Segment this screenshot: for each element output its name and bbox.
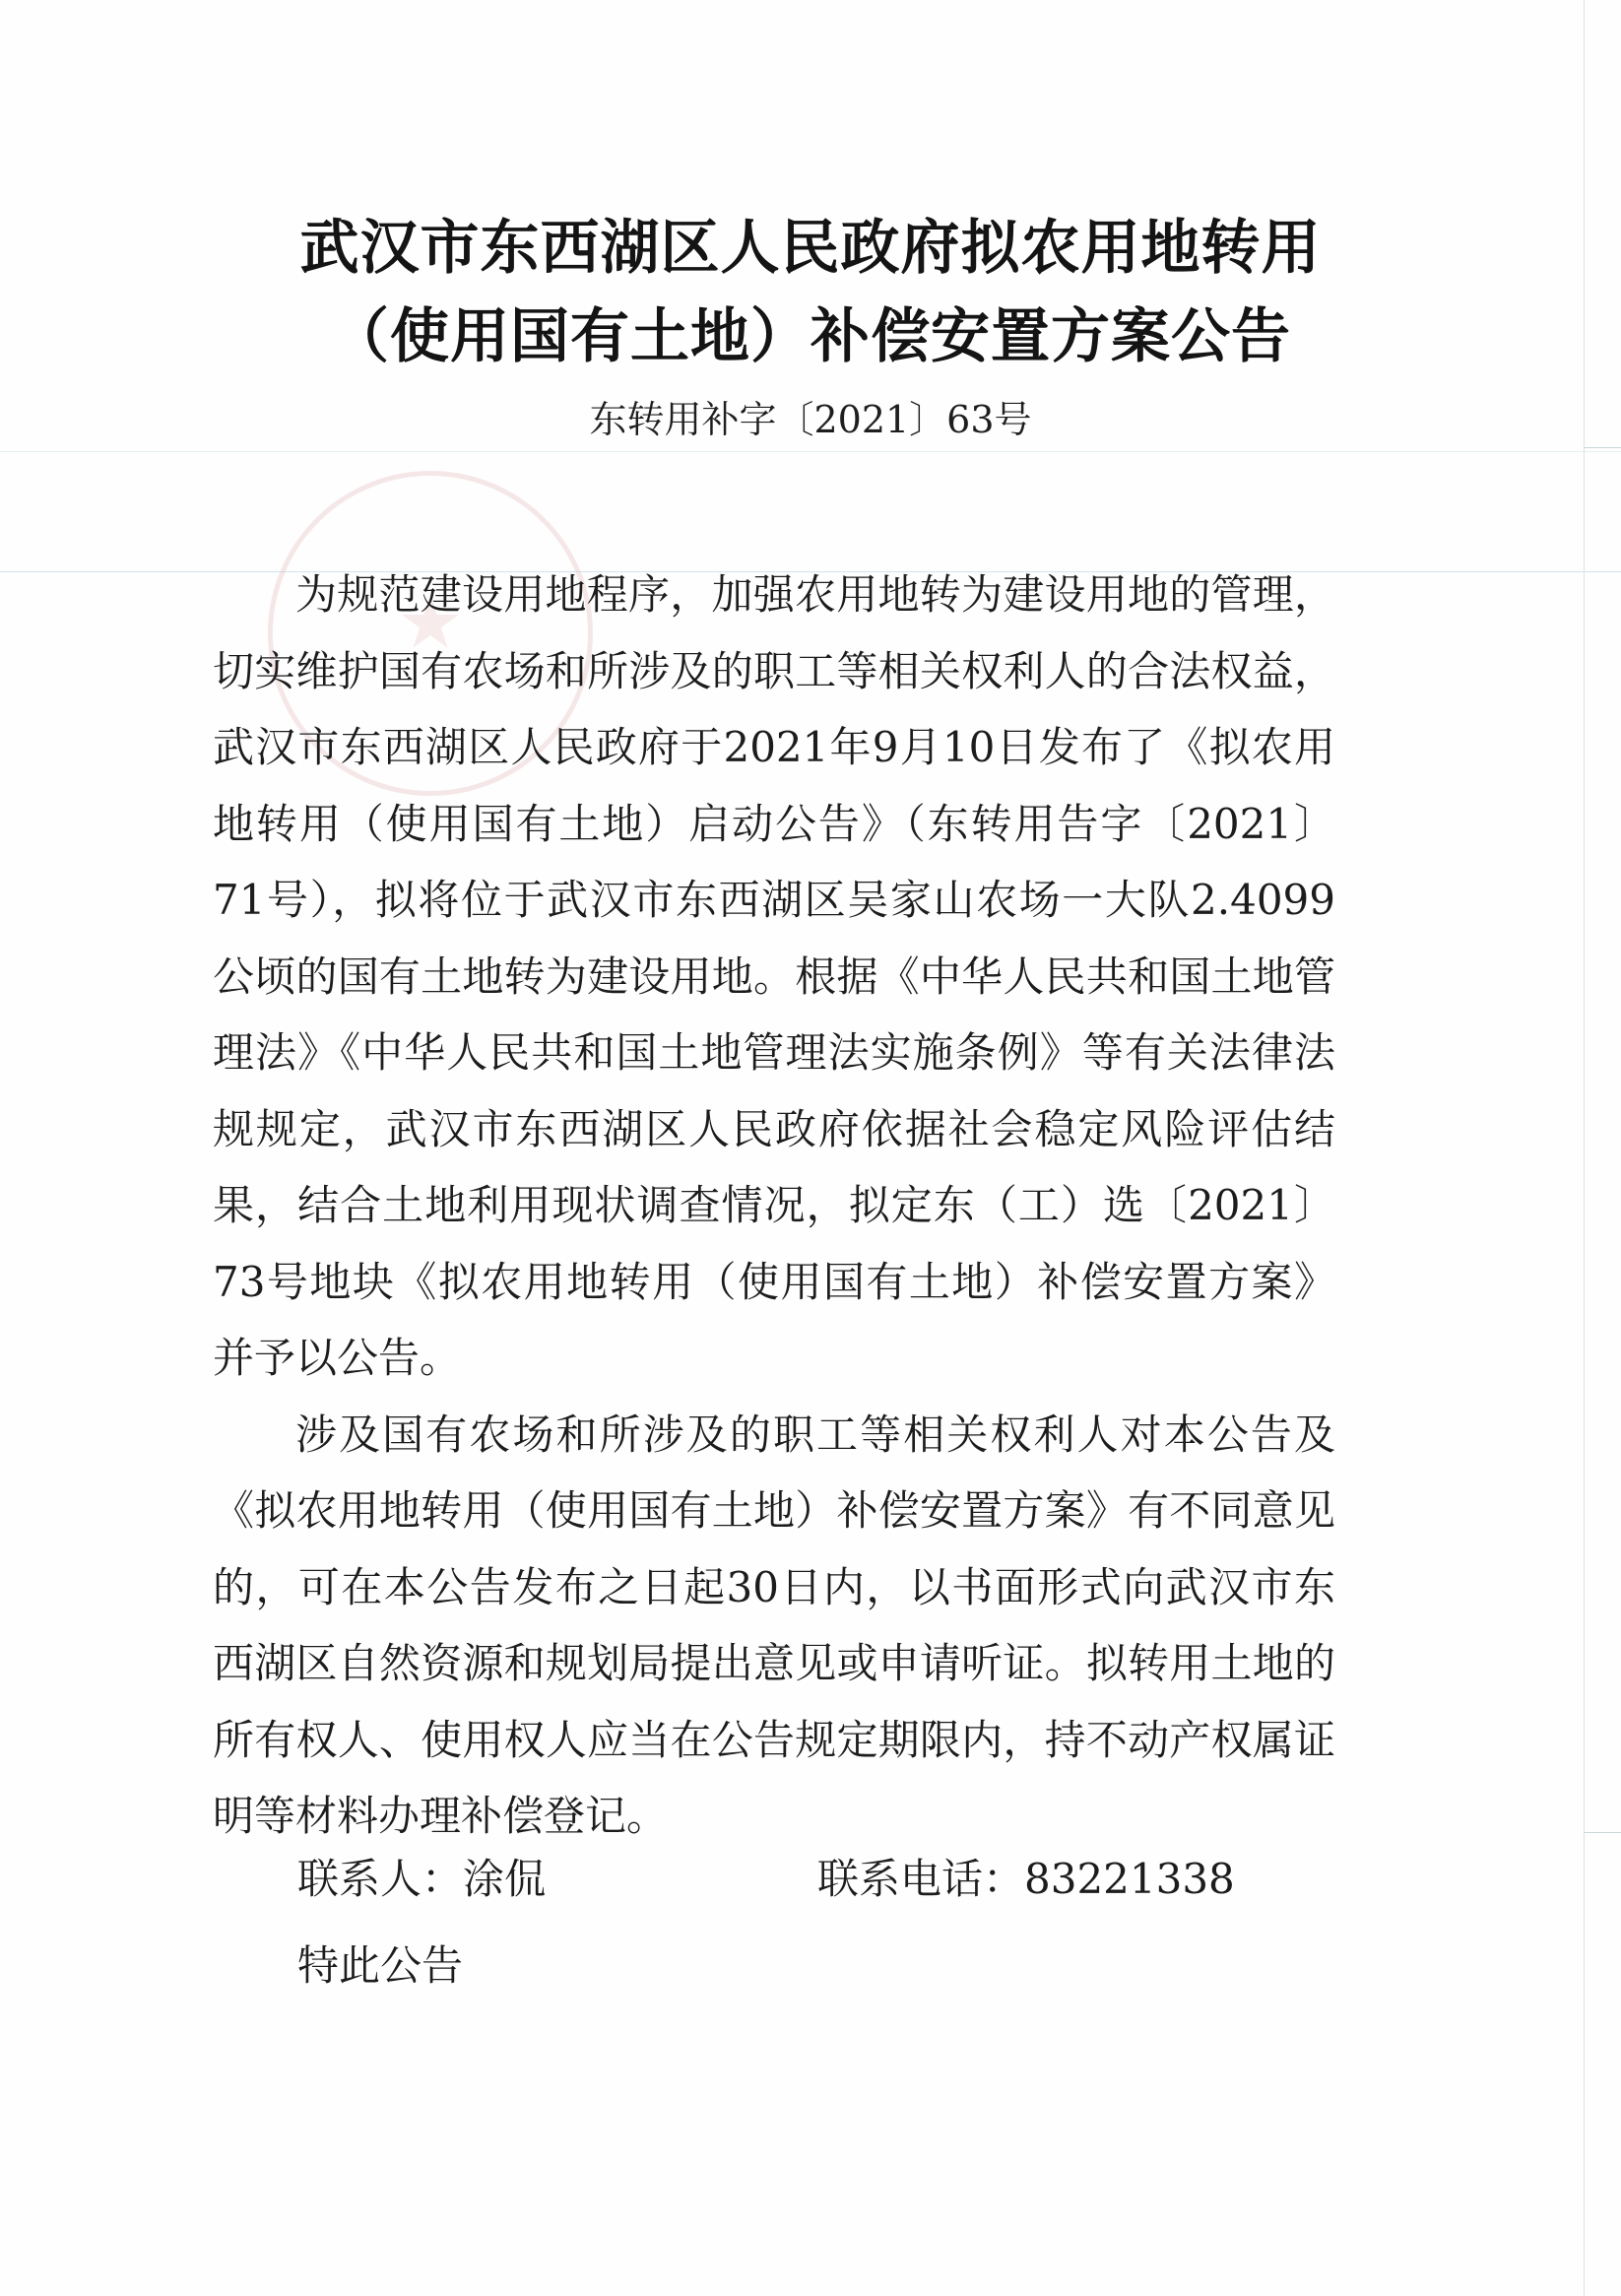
- contact-person: 联系人：涂侃: [297, 1855, 547, 1903]
- document-number: 东转用补字〔2021〕63号: [589, 398, 1032, 441]
- scan-guide-line: [0, 451, 1621, 452]
- body-paragraph-2: 涉及国有农场和所涉及的职工等相关权利人对本公告及《拟农用地转用（使用国有土地）补偿安置方案》有不同意见的，可在本公告发布之日起30日内，以书面形式向武汉市东西湖区自然资源和规划局提出意见或申请听证。拟转用土地的所有权人、使用权人应当在公告规定期限内，持不动产权属证明等材料办理补偿登记。: [213, 1410, 1335, 1840]
- body-paragraph-1: 为规范建设用地程序，加强农用地转为建设用地的管理，切实维护国有农场和所涉及的职工等相关权利人的合法权益，武汉市东西湖区人民政府于2021年9月10日发布了《拟农用地转用（使用国有土地）启动公告》（东转用告字〔2021〕71号），拟将位于武汉市东西湖区吴家山农场一大队2.4099公顷的国有土地转为建设用地。根据《中华人民共和国土地管理法》《中华人民共和国土地管理法实施条例》等有关法律法规规定，武汉市东西湖区人民政府依据社会稳定风险评估结果，结合土地利用现状调查情况，拟定东（工）选〔2021〕73号地块《拟农用地转用（使用国有土地）补偿安置方案》并予以公告。: [213, 570, 1335, 1382]
- document-title-line-2: （使用国有土地）补偿安置方案公告: [330, 302, 1291, 371]
- closing-remark: 特此公告: [297, 1941, 464, 1990]
- document-body: [213, 557, 1335, 1855]
- scan-edge-tick: [1584, 447, 1621, 448]
- document-title-line-1: 武汉市东西湖区人民政府拟农用地转用: [299, 214, 1322, 283]
- contact-phone: 联系电话：83221338: [817, 1855, 1235, 1903]
- scan-edge-tick: [1584, 1832, 1621, 1833]
